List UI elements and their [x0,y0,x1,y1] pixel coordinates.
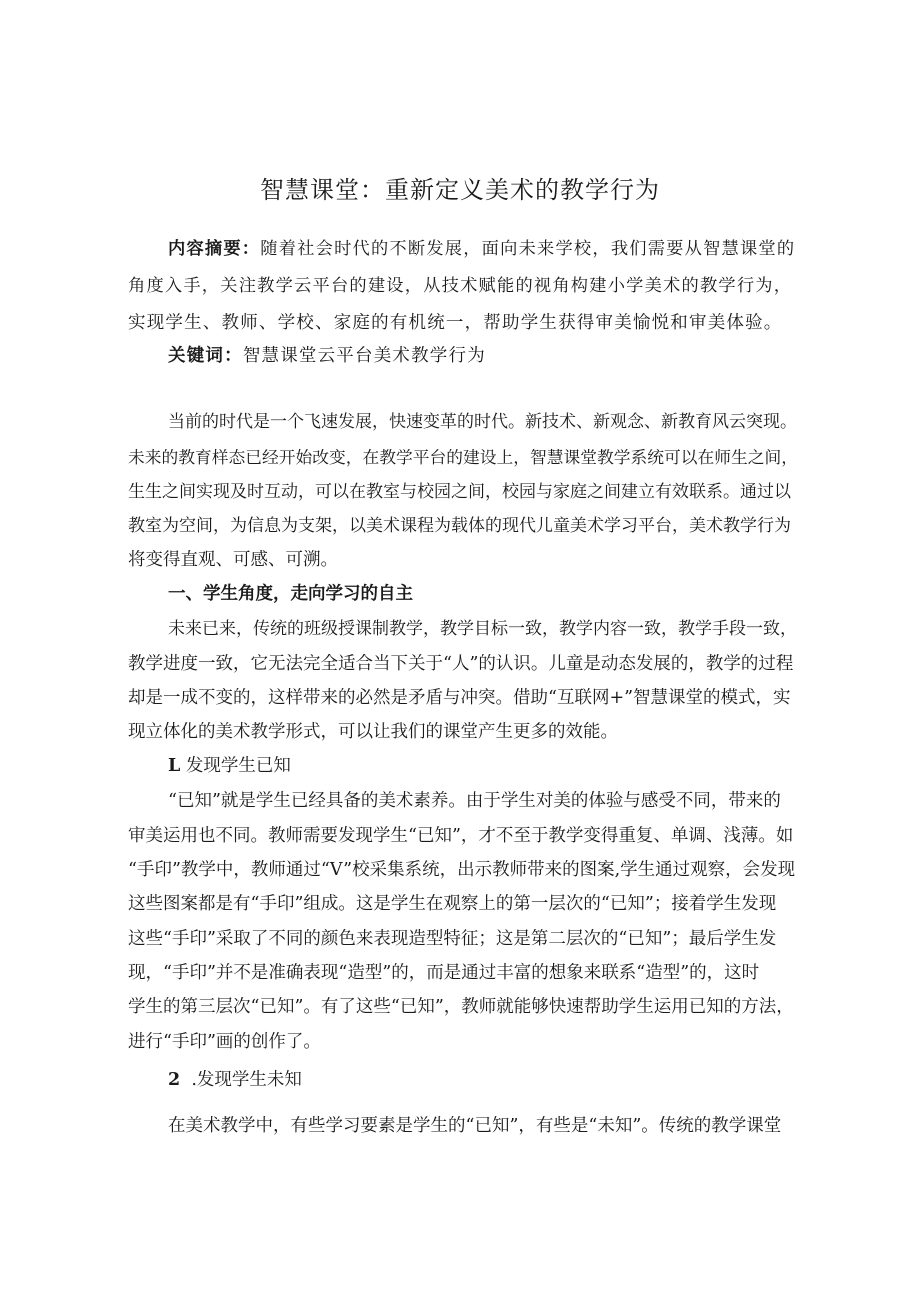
subsection-heading [168,1069,302,1091]
subsection-title: .发现学生未知 [191,1070,302,1090]
abstract-label: 内容摘要： [168,239,261,259]
subsection-para-line: 学生的第三层次“已知”。有了这些“已知”，教师就能够快速帮助学生运用已知的方法， [128,997,794,1017]
abstract-text: 随着社会时代的不断发展，面向未来学校，我们需要从智慧课堂的 [260,239,796,259]
keywords-text: 智慧课堂云平台美术教学行为 [242,346,486,366]
subsection-number: 2 [168,1070,181,1090]
section-para-line: 现立体化的美术教学形式，可以让我们的课堂产生更多的效能。 [128,722,618,742]
subsection-para-line: 现，“手印”并不是准确表现“造型”的，而是通过丰富的想象来联系“造型”的，这时 [128,963,760,983]
subsection-para-line: 在美术教学中，有些学习要素是学生的“已知”，有些是“未知”。传统的教学课堂 [168,1116,782,1136]
subsection-title: 发现学生已知 [185,756,291,776]
subsection-para-line: 进行“手印”画的创作了。 [128,1032,321,1052]
subsection-para-line: 这些图案都是有“手印”组成。这是学生在观察上的第一层次的“已知”；接着学生发现 [128,894,777,914]
intro-line: 生生之间实现及时互动，可以在教室与校园之间，校园与家庭之间建立有效联系。通过以 [128,482,791,502]
subsection-number: L [168,756,181,776]
intro-line: 未来的教育样态已经开始改变，在教学平台的建设上，智慧课堂教学系统可以在师生之间， [128,447,799,467]
abstract-line-3: 实现学生、教师、学校、家庭的有机统一，帮助学生获得审美愉悦和审美体验。 [128,313,783,333]
section-heading: 一、学生角度，走向学习的自主 [168,584,413,604]
page-title: 智慧课堂：重新定义美术的教学行为 [260,176,660,204]
subsection-para-line: 审美运用也不同。教师需要发现学生“已知”，才不至于教学变得重复、单调、浅薄。如 [128,826,794,846]
abstract-line-2: 角度入手，关注教学云平台的建设，从技术赋能的视角构建小学美术的教学行为， [128,276,793,296]
section-para-line: 教学进度一致，它无法完全适合当下关于“人”的认识。儿童是动态发展的，教学的过程 [128,654,794,674]
intro-line: 当前的时代是一个飞速发展，快速变革的时代。新技术、新观念、新教育风云突现。 [168,412,797,432]
subsection-heading [168,755,291,777]
intro-line: 将变得直观、可感、可溯。 [128,550,338,570]
abstract-line-1 [168,238,795,260]
section-para-line: 未来已来，传统的班级授课制教学，教学目标一致，教学内容一致，教学手段一致， [168,619,797,639]
keywords-line [168,345,486,367]
section-para-line: 却是一成不变的，这样带来的必然是矛盾与冲突。借助“互联网+”智慧课堂的模式，实 [128,688,791,708]
subsection-para-line: “已知”就是学生已经具备的美术素养。由于学生对美的体验与感受不同，带来的 [168,791,781,811]
intro-line: 教室为空间，为信息为支架，以美术课程为载体的现代儿童美术学习平台，美术教学行为 [128,516,791,536]
subsection-para-line: 这些“手印”采取了不同的颜色来表现造型特征；这是第二层次的“已知”；最后学生发 [128,929,777,949]
keywords-label: 关键词： [168,346,243,366]
subsection-para-line: “手印”教学中，教师通过“V”校采集系统，出示教师带来的图案,学生通过观察，会发现 [128,860,796,880]
